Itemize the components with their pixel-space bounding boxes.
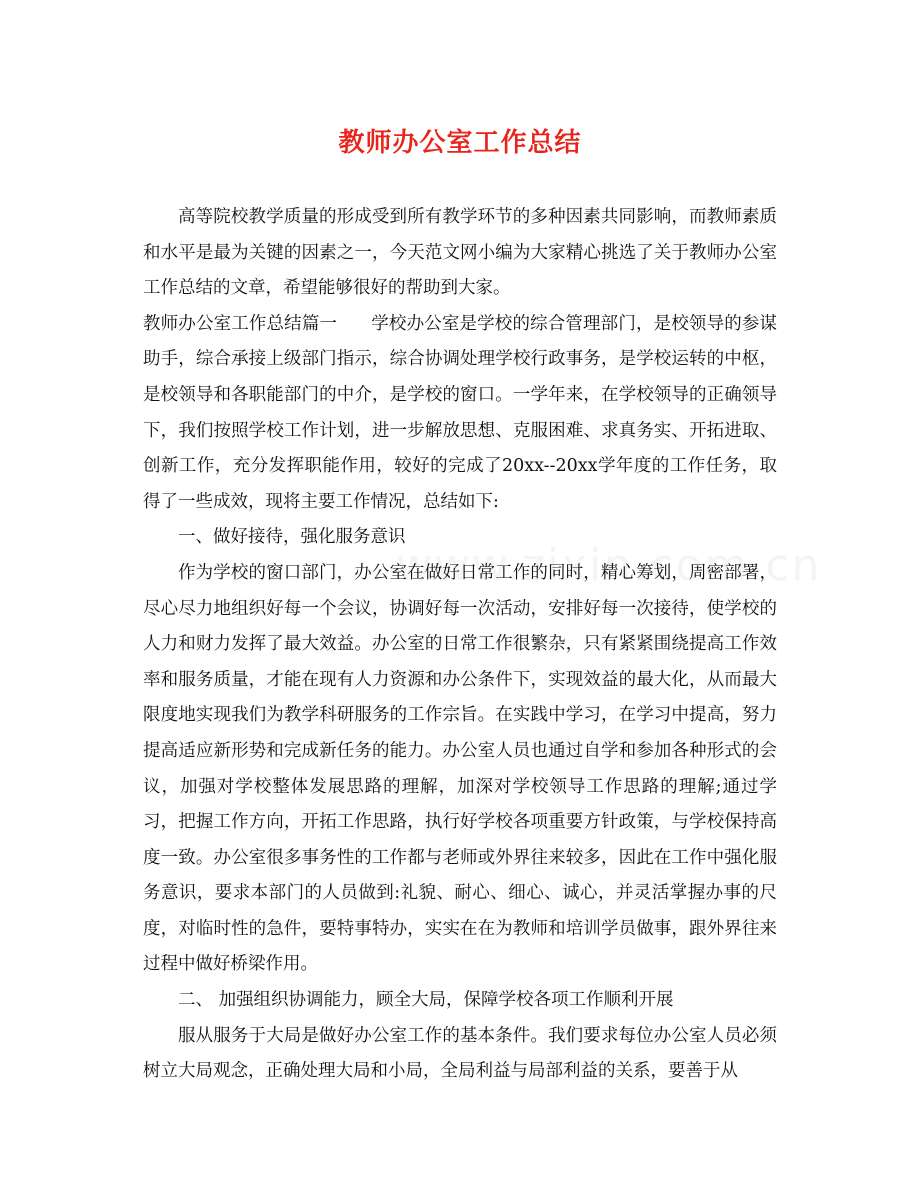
section-heading-2: 二、 加强组织协调能力，顾全大局，保障学校各项工作顺利开展 bbox=[178, 990, 674, 1011]
document-title: 教师办公室工作总结 bbox=[338, 128, 582, 158]
section-paragraph-2: 服从服务于大局是做好办公室工作的基本条件。我们要求每位办公室人员必须树立大局观念，正确处理大局和小局，全局利益与局部利益的关系，要善于从 bbox=[143, 1025, 777, 1082]
section-heading-1: 一、做好接待，强化服务意识 bbox=[178, 527, 406, 548]
part1-text: 学校办公室是学校的综合管理部门，是校领导的参谋助手，综合承接上级部门指示，综合协调处理学校行政事务，是学校运转的中枢，是校领导和各职能部门的中介，是学校的窗口。一学年来，在学校领导的正确领导下，我们按照学校工作计划，进一步解放思想、克服困难、求真务实、开拓进取、创新工作，充分发挥职能作用，较好的完成了20xx--20xx学年度的工作任务，取得了一些成效，现将主要工作情况，总结如下: bbox=[143, 313, 778, 512]
part1-label: 教师办公室工作总结篇一 bbox=[143, 313, 338, 334]
section-paragraph-1: 作为学校的窗口部门，办公室在做好日常工作的同时，精心筹划，周密部署，尽心尽力地组织好每一个会议，协调好每一次活动，安排好每一次接待，使学校的人力和财力发挥了最大效益。办公室的日常工作很繁杂，只有紧紧围绕提高工作效率和服务质量，才能在现有人力资源和办公条件下，实现效益的最大化，从而最大限度地实现我们为教学科研服务的工作宗旨。在实践中学习，在学习中提高，努力提高适应新形势和完成新任务的能力。办公室人员也通过自学和参加各种形式的会议，加强对学校整体发展思路的理解，加深对学校领导工作思路的理解;通过学习，把握工作方向，开拓工作思路，执行好学校各项重要方针政策，与学校保持高度一致。办公室很多事务性的工作都与老师或外界往来较多，因此在工作中强化服务意识，要求本部门的人员做到:礼貌、耐心、细心、诚心，并灵活掌握办事的尺度，对临时性的急件，要特事特办，实实在在为教师和培训学员做事，跟外界往来过程中做好桥梁作用。 bbox=[143, 562, 777, 975]
intro-paragraph: 高等院校教学质量的形成受到所有教学环节的多种因素共同影响，而教师素质和水平是最为关键的因素之一，今天范文网小编为大家精心挑选了关于教师办公室工作总结的文章，希望能够很好的帮助到大家。 bbox=[143, 207, 777, 299]
part1-paragraph bbox=[143, 307, 777, 521]
document-body bbox=[143, 200, 777, 1090]
